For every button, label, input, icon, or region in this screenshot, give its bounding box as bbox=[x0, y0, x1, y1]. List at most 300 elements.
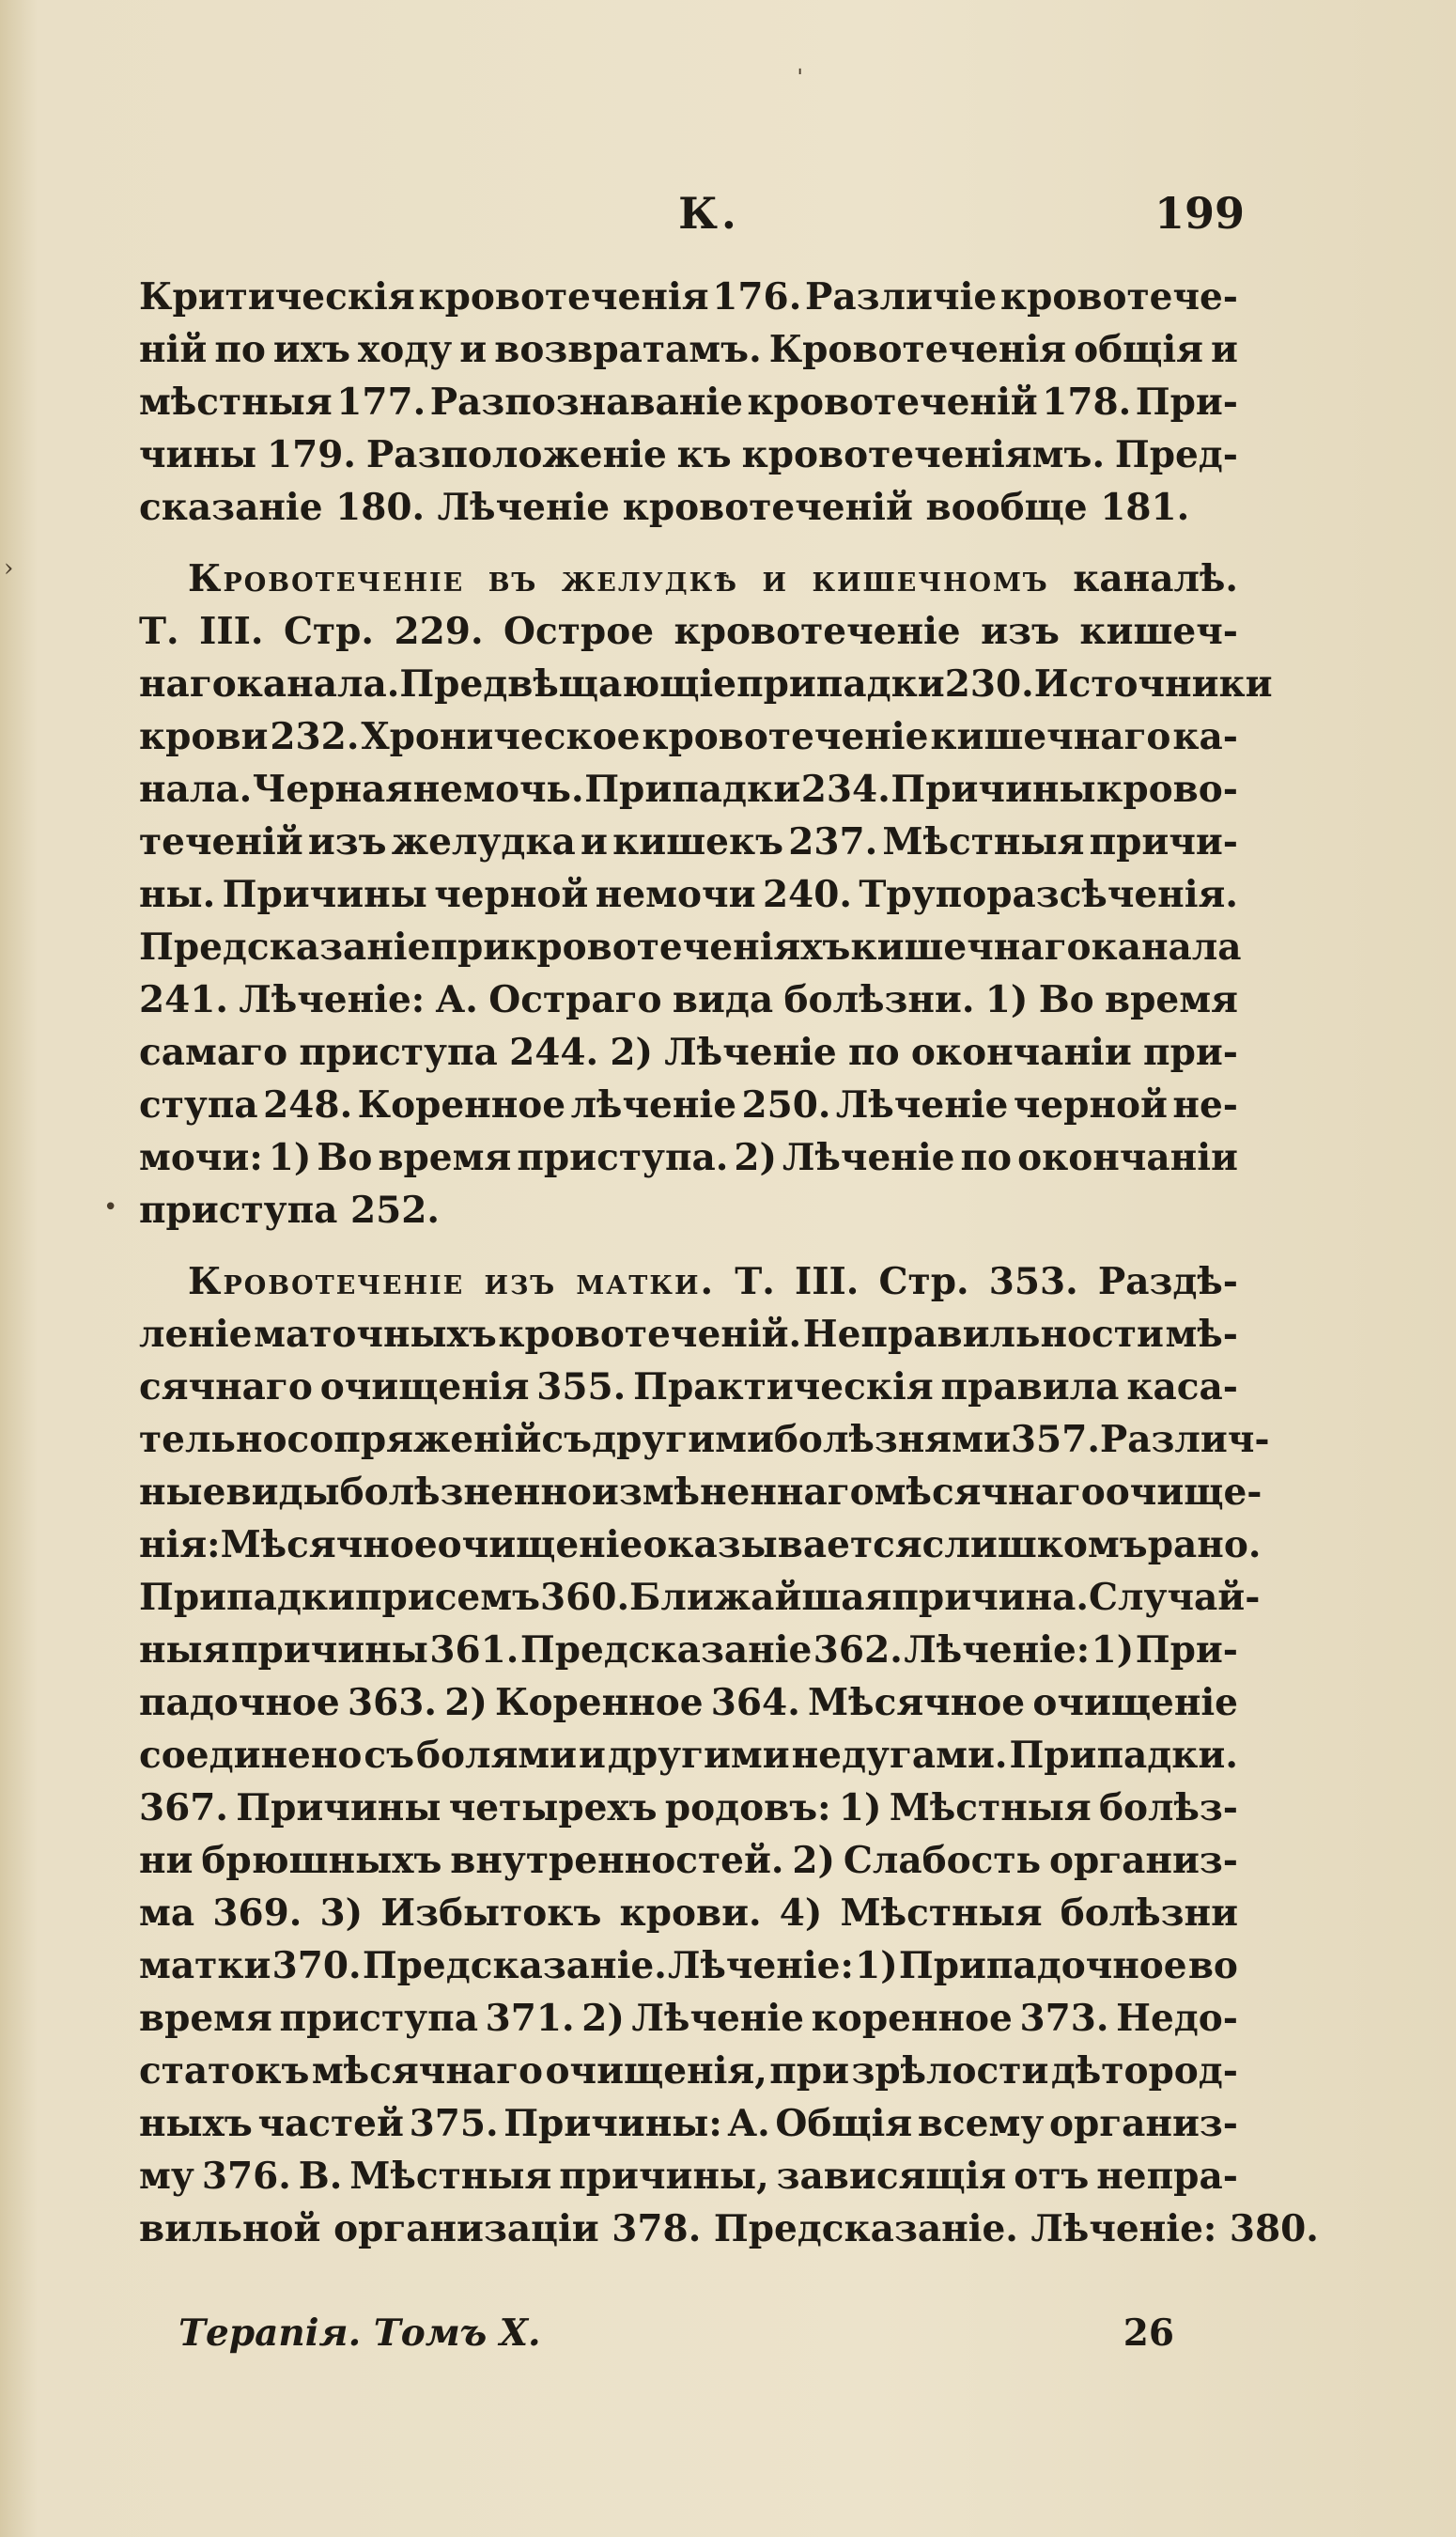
word: 1) bbox=[838, 1786, 882, 1829]
word: 375. bbox=[409, 2102, 499, 2145]
word: тельно bbox=[139, 1418, 287, 1461]
word: А. bbox=[435, 978, 478, 1021]
word: 369. bbox=[212, 1891, 302, 1935]
word: частей bbox=[257, 2102, 404, 2145]
word: Лѣченіе bbox=[782, 1136, 955, 1179]
word: Слабость bbox=[843, 1839, 1042, 1882]
word: по bbox=[214, 328, 266, 371]
word: рано. bbox=[1147, 1523, 1262, 1566]
word: 353. bbox=[988, 1260, 1078, 1303]
word: изъ bbox=[484, 1260, 557, 1303]
word: Т. bbox=[735, 1260, 775, 1303]
word: Мѣстныя bbox=[889, 1786, 1092, 1829]
word: Неправильности bbox=[802, 1313, 1164, 1356]
word: 378. bbox=[612, 2207, 714, 2250]
word: 361. bbox=[429, 1628, 519, 1672]
word: 380. bbox=[1229, 2207, 1319, 2250]
entry-line bbox=[139, 816, 1238, 868]
word: недугами. bbox=[791, 1734, 1008, 1777]
word: болѣзни. bbox=[783, 978, 975, 1021]
word: леніе bbox=[139, 1313, 253, 1356]
word: Хроническое bbox=[361, 715, 641, 758]
entry-line bbox=[139, 1782, 1238, 1834]
word: кишечнаго bbox=[930, 715, 1171, 758]
word: 376. bbox=[201, 2155, 291, 2198]
word: 178. bbox=[1042, 381, 1132, 424]
word: отъ bbox=[1014, 2155, 1090, 2198]
word: 1) bbox=[984, 978, 1029, 1021]
entry-line bbox=[139, 2202, 1319, 2255]
word: Предсказаніе bbox=[519, 1628, 813, 1672]
entry-line bbox=[139, 605, 1238, 658]
word: и bbox=[579, 1734, 606, 1777]
word: кровотеченій bbox=[747, 381, 1038, 424]
word: 1) bbox=[1091, 1628, 1135, 1672]
word: Практическія bbox=[633, 1365, 934, 1409]
word: Лѣченіе: bbox=[239, 978, 426, 1021]
word: кровотеченіе bbox=[674, 610, 961, 653]
word: вида bbox=[672, 978, 774, 1021]
word: Различіе bbox=[805, 275, 998, 319]
entry-line bbox=[139, 1361, 1238, 1413]
word: и bbox=[459, 328, 488, 371]
word: падочное bbox=[139, 1681, 340, 1724]
word: кровотеченій. bbox=[498, 1313, 802, 1356]
word: изъ bbox=[307, 820, 387, 864]
word: Кровотеченія bbox=[768, 328, 1067, 371]
word: кровотеченіяхъ bbox=[510, 926, 851, 969]
word: Стр. bbox=[878, 1260, 969, 1303]
word: ступа bbox=[139, 1083, 258, 1127]
word: 362. bbox=[813, 1628, 903, 1672]
word: мѣстныя bbox=[139, 381, 333, 424]
word: Во bbox=[1038, 978, 1094, 1021]
word: Мѣстныя bbox=[882, 820, 1085, 864]
word: кровотеченій bbox=[622, 486, 926, 529]
word: и bbox=[1210, 328, 1238, 371]
word: брюшныхъ bbox=[201, 1839, 442, 1882]
word: III. bbox=[795, 1260, 860, 1303]
entry-line bbox=[139, 1131, 1238, 1184]
word: крово- bbox=[1096, 768, 1238, 811]
page-number: 199 bbox=[1154, 188, 1245, 239]
entry-line bbox=[139, 1729, 1238, 1782]
word: При- bbox=[1135, 1628, 1238, 1672]
entry-line bbox=[139, 1184, 1238, 1237]
word: по bbox=[960, 1136, 1013, 1179]
word: наго bbox=[139, 662, 237, 706]
index-entry bbox=[139, 553, 1273, 1237]
word: 177. bbox=[336, 381, 426, 424]
word: ній bbox=[139, 328, 208, 371]
word: сказаніе bbox=[139, 486, 336, 529]
word: Лѣченіе bbox=[835, 1083, 1009, 1127]
entry-gap bbox=[139, 534, 1238, 553]
word: Мѣстныя bbox=[840, 1891, 1043, 1935]
word: причи- bbox=[1089, 820, 1238, 864]
word: кровотеченіямъ. bbox=[741, 433, 1106, 476]
word: му bbox=[139, 2155, 194, 2198]
word: 1) bbox=[855, 1944, 898, 1987]
word: вообще bbox=[925, 486, 1101, 529]
word: причины, bbox=[559, 2155, 769, 2198]
word: матки bbox=[139, 1944, 271, 1987]
word: 176. bbox=[712, 275, 802, 319]
word: Припадки bbox=[139, 1576, 355, 1619]
word: нія: bbox=[139, 1523, 221, 1566]
word: желудкѣ bbox=[561, 557, 738, 600]
word: измѣненнаго bbox=[591, 1471, 875, 1514]
word: Во bbox=[317, 1136, 373, 1179]
word: приступа bbox=[299, 1031, 498, 1074]
entry-line bbox=[139, 376, 1238, 428]
word: матки. bbox=[576, 1260, 716, 1303]
word: причина. bbox=[891, 1576, 1089, 1619]
entry-line bbox=[139, 921, 1242, 973]
entry-heading-line bbox=[139, 553, 1238, 605]
word: Острое bbox=[503, 610, 655, 653]
word: и bbox=[762, 557, 788, 600]
word: 248. bbox=[263, 1083, 353, 1127]
entry-line bbox=[139, 323, 1238, 376]
word: чины bbox=[139, 433, 257, 476]
word: Предсказаніе bbox=[139, 926, 431, 969]
entry-line bbox=[139, 658, 1273, 710]
entry-line bbox=[139, 481, 1238, 534]
word: III. bbox=[199, 610, 264, 653]
word: болѣзни bbox=[1060, 1891, 1238, 1935]
word: и bbox=[581, 820, 608, 864]
entry-heading-line bbox=[139, 271, 1238, 323]
word: болѣзнями bbox=[773, 1418, 1011, 1461]
word: 364. bbox=[710, 1681, 800, 1724]
word: каса- bbox=[1126, 1365, 1238, 1409]
word: Причины bbox=[236, 1786, 441, 1829]
word: по bbox=[848, 1031, 900, 1074]
word: В. bbox=[298, 2155, 343, 2198]
word: Лѣченіе bbox=[664, 1031, 837, 1074]
word: Стр. bbox=[283, 610, 375, 653]
word: мочи: bbox=[139, 1136, 263, 1179]
word: 2) bbox=[734, 1136, 777, 1179]
word: изъ bbox=[981, 610, 1060, 653]
word: черной bbox=[1013, 1083, 1168, 1127]
word: Мѣстныя bbox=[349, 2155, 552, 2198]
entry-line bbox=[139, 1413, 1270, 1466]
word: Раздѣ- bbox=[1097, 1260, 1238, 1303]
word: кровотеченіе bbox=[642, 715, 929, 758]
word: 244. bbox=[509, 1031, 599, 1074]
entry-line bbox=[139, 1887, 1238, 1939]
word: Остраго bbox=[488, 978, 662, 1021]
word: 180. bbox=[335, 486, 438, 529]
word: Припадки. bbox=[1009, 1734, 1238, 1777]
word: ни bbox=[139, 1839, 194, 1882]
word: Лѣченіе bbox=[437, 486, 623, 529]
word: соединено bbox=[139, 1734, 363, 1777]
word: Предвѣщающіе bbox=[399, 662, 737, 706]
word: сопряженій bbox=[287, 1418, 542, 1461]
word: Лѣченіе: bbox=[904, 1628, 1091, 1672]
signature-mark: 26 bbox=[1123, 2311, 1174, 2355]
word: 371. bbox=[485, 1997, 575, 2040]
word: кишечномъ bbox=[812, 557, 1049, 600]
entry-line bbox=[139, 1939, 1238, 1992]
word: сячнаго bbox=[139, 1365, 313, 1409]
word: Предсказаніе. bbox=[713, 2207, 1031, 2250]
word: виды bbox=[225, 1471, 340, 1514]
word: родовъ: bbox=[664, 1786, 831, 1829]
word: коренное bbox=[811, 1997, 1013, 2040]
word: 2) bbox=[581, 1997, 625, 2040]
word: другими bbox=[592, 1418, 774, 1461]
word: Причины: bbox=[503, 2102, 722, 2145]
word: приступа. bbox=[517, 1136, 729, 1179]
word: 4) bbox=[779, 1891, 823, 1935]
word: при- bbox=[1143, 1031, 1238, 1074]
word: Избытокъ bbox=[380, 1891, 602, 1935]
word: Разположеніе bbox=[365, 433, 667, 476]
word: общія bbox=[1074, 328, 1203, 371]
word: Коренное bbox=[495, 1681, 704, 1724]
word: семъ bbox=[434, 1576, 541, 1619]
word: ные bbox=[139, 1471, 226, 1514]
word: время bbox=[1105, 978, 1238, 1021]
margin-dot: • bbox=[103, 1193, 118, 1222]
word: всему bbox=[917, 2102, 1045, 2145]
entry-line bbox=[139, 710, 1238, 763]
word: 240. bbox=[762, 873, 852, 916]
page-footer bbox=[178, 2311, 1174, 2368]
word: Лѣченіе: bbox=[668, 1944, 854, 1987]
word: крови bbox=[139, 715, 269, 758]
word: 252. bbox=[350, 1189, 441, 1232]
word: Причины bbox=[891, 768, 1096, 811]
word: ны. bbox=[139, 873, 216, 916]
word: Общія bbox=[775, 2102, 913, 2145]
book-title: Терапія. Томъ X. bbox=[178, 2311, 541, 2355]
word: слишкомъ bbox=[922, 1523, 1148, 1566]
word: Лѣченіе: bbox=[1030, 2207, 1230, 2250]
entry-line bbox=[139, 2045, 1238, 2097]
index-text bbox=[139, 271, 1319, 2255]
word: статокъ bbox=[139, 2049, 310, 2093]
entry-line bbox=[139, 763, 1238, 816]
word: кишекъ bbox=[612, 820, 784, 864]
word: ма bbox=[139, 1891, 195, 1935]
word: 373. bbox=[1019, 1997, 1109, 2040]
word: оказывается bbox=[643, 1523, 922, 1566]
word: организаціи bbox=[333, 2207, 612, 2250]
word: Трупоразсѣченія. bbox=[859, 873, 1238, 916]
word: Случай- bbox=[1088, 1576, 1261, 1619]
word: болѣзненно bbox=[339, 1471, 592, 1514]
entry-line bbox=[139, 1571, 1261, 1624]
word: 370. bbox=[271, 1944, 362, 1987]
word: Кровотеченіе bbox=[188, 1260, 465, 1303]
word: вильной bbox=[139, 2207, 334, 2250]
word: 230. bbox=[944, 662, 1034, 706]
word: при bbox=[354, 1576, 435, 1619]
entry-line bbox=[139, 1466, 1262, 1518]
entry-gap bbox=[139, 1237, 1238, 1255]
word: кровотече- bbox=[999, 275, 1238, 319]
word: самаго bbox=[139, 1031, 288, 1074]
word: причины bbox=[230, 1628, 428, 1672]
word: ихъ bbox=[272, 328, 350, 371]
word: 2) bbox=[792, 1839, 835, 1882]
word: 234. bbox=[800, 768, 891, 811]
word: Разпознаваніе bbox=[429, 381, 743, 424]
word: зрѣлости bbox=[851, 2049, 1049, 2093]
word: Различ- bbox=[1099, 1418, 1270, 1461]
word: крови. bbox=[619, 1891, 762, 1935]
word: съ bbox=[364, 1734, 415, 1777]
word: время bbox=[378, 1136, 512, 1179]
word: 1) bbox=[268, 1136, 312, 1179]
word: А. bbox=[727, 2102, 770, 2145]
entry-line bbox=[139, 1079, 1238, 1131]
word: кишечнаго bbox=[850, 926, 1092, 969]
word: въ bbox=[488, 557, 538, 600]
word: во bbox=[1187, 1944, 1238, 1987]
word: 355. bbox=[536, 1365, 627, 1409]
word: Мѣсячное bbox=[808, 1681, 1026, 1724]
word: другими bbox=[607, 1734, 790, 1777]
entry-line bbox=[139, 1992, 1238, 2045]
word: Пред- bbox=[1114, 433, 1238, 476]
word: 357. bbox=[1010, 1418, 1100, 1461]
word: приступа bbox=[139, 1189, 351, 1232]
ink-speck: ˈ bbox=[797, 66, 804, 94]
word: правила bbox=[940, 1365, 1120, 1409]
word: очищеніе bbox=[1032, 1681, 1238, 1724]
word: мѣсячнаго bbox=[874, 1471, 1106, 1514]
word: При- bbox=[1135, 381, 1238, 424]
word: 232. bbox=[270, 715, 360, 758]
word: припадки bbox=[736, 662, 945, 706]
word: ходу bbox=[358, 328, 453, 371]
word: непра- bbox=[1096, 2155, 1238, 2198]
word: мѣсячнаго bbox=[311, 2049, 544, 2093]
word: 2) bbox=[444, 1681, 488, 1724]
entry-line bbox=[139, 1676, 1238, 1729]
word: болѣз- bbox=[1098, 1786, 1238, 1829]
word: Источники bbox=[1033, 662, 1273, 706]
word: время bbox=[139, 1997, 272, 2040]
word: ка- bbox=[1172, 715, 1238, 758]
running-header bbox=[183, 188, 1245, 254]
word: 181. bbox=[1100, 486, 1190, 529]
word: при bbox=[769, 2049, 849, 2093]
word: очище- bbox=[1105, 1471, 1262, 1514]
word: Черная bbox=[252, 768, 413, 811]
word: Т. bbox=[139, 610, 179, 653]
word: организ- bbox=[1048, 2102, 1238, 2145]
index-entry bbox=[139, 271, 1238, 534]
word: 360. bbox=[540, 1576, 630, 1619]
word: окончаніи bbox=[1017, 1136, 1238, 1179]
word: мѣ- bbox=[1165, 1313, 1238, 1356]
entry-line bbox=[139, 1518, 1262, 1571]
word: Лѣченіе bbox=[631, 1997, 804, 2040]
word: очищеніе bbox=[437, 1523, 643, 1566]
word: маточныхъ bbox=[254, 1313, 497, 1356]
word: лѣченіе bbox=[570, 1083, 737, 1127]
word: немочи bbox=[595, 873, 756, 916]
word: 2) bbox=[610, 1031, 653, 1074]
word: Предсказаніе. bbox=[362, 1944, 667, 1987]
word: черной bbox=[434, 873, 589, 916]
word: кишеч- bbox=[1079, 610, 1238, 653]
word: зависящія bbox=[776, 2155, 1007, 2198]
word: Недо- bbox=[1116, 1997, 1238, 2040]
word: очищенія, bbox=[545, 2049, 767, 2093]
word: Коренное bbox=[357, 1083, 566, 1127]
word: теченій bbox=[139, 820, 303, 864]
margin-tick: › bbox=[4, 554, 14, 583]
word: 229. bbox=[394, 610, 484, 653]
word: съ bbox=[541, 1418, 593, 1461]
word: 237. bbox=[788, 820, 878, 864]
entry-line bbox=[139, 973, 1238, 1026]
entry-line bbox=[139, 1308, 1238, 1361]
index-entry bbox=[139, 1255, 1319, 2255]
word: очищенія bbox=[319, 1365, 530, 1409]
word: болями bbox=[415, 1734, 578, 1777]
word: канала. bbox=[236, 662, 400, 706]
word: Критическія bbox=[139, 275, 415, 319]
word: канала bbox=[1091, 926, 1242, 969]
word: при bbox=[430, 926, 511, 969]
word: Припадки bbox=[584, 768, 801, 811]
word: Ближайшая bbox=[629, 1576, 892, 1619]
word: организ- bbox=[1048, 1839, 1238, 1882]
word: каналѣ. bbox=[1073, 557, 1238, 600]
word: кровотеченія bbox=[418, 275, 709, 319]
entry-line bbox=[139, 1026, 1238, 1079]
word: къ bbox=[676, 433, 732, 476]
entry-heading-line bbox=[139, 1255, 1238, 1308]
word: Кровотеченіе bbox=[188, 557, 465, 600]
word: четырехъ bbox=[448, 1786, 658, 1829]
entry-line bbox=[139, 2150, 1238, 2202]
word: приступа bbox=[279, 1997, 478, 2040]
word: окончаніи bbox=[910, 1031, 1132, 1074]
entry-line bbox=[139, 2097, 1238, 2150]
word: немочь. bbox=[412, 768, 584, 811]
entry-line bbox=[139, 1834, 1238, 1887]
word: Мѣсячное bbox=[220, 1523, 438, 1566]
entry-line bbox=[139, 868, 1238, 921]
word: 363. bbox=[347, 1681, 437, 1724]
word: 241. bbox=[139, 978, 228, 1021]
word: желудка bbox=[391, 820, 576, 864]
entry-line bbox=[139, 428, 1238, 481]
word: 250. bbox=[741, 1083, 831, 1127]
word: 179. bbox=[266, 433, 356, 476]
word: 3) bbox=[319, 1891, 364, 1935]
header-letter: К. bbox=[678, 188, 740, 239]
word: внутренностей. bbox=[450, 1839, 784, 1882]
word: ныя bbox=[139, 1628, 230, 1672]
word: ныхъ bbox=[139, 2102, 253, 2145]
word: нала. bbox=[139, 768, 253, 811]
entry-line bbox=[139, 1624, 1238, 1676]
word: 367. bbox=[139, 1786, 228, 1829]
word: дѣтород- bbox=[1050, 2049, 1238, 2093]
word: Припадочное bbox=[898, 1944, 1187, 1987]
